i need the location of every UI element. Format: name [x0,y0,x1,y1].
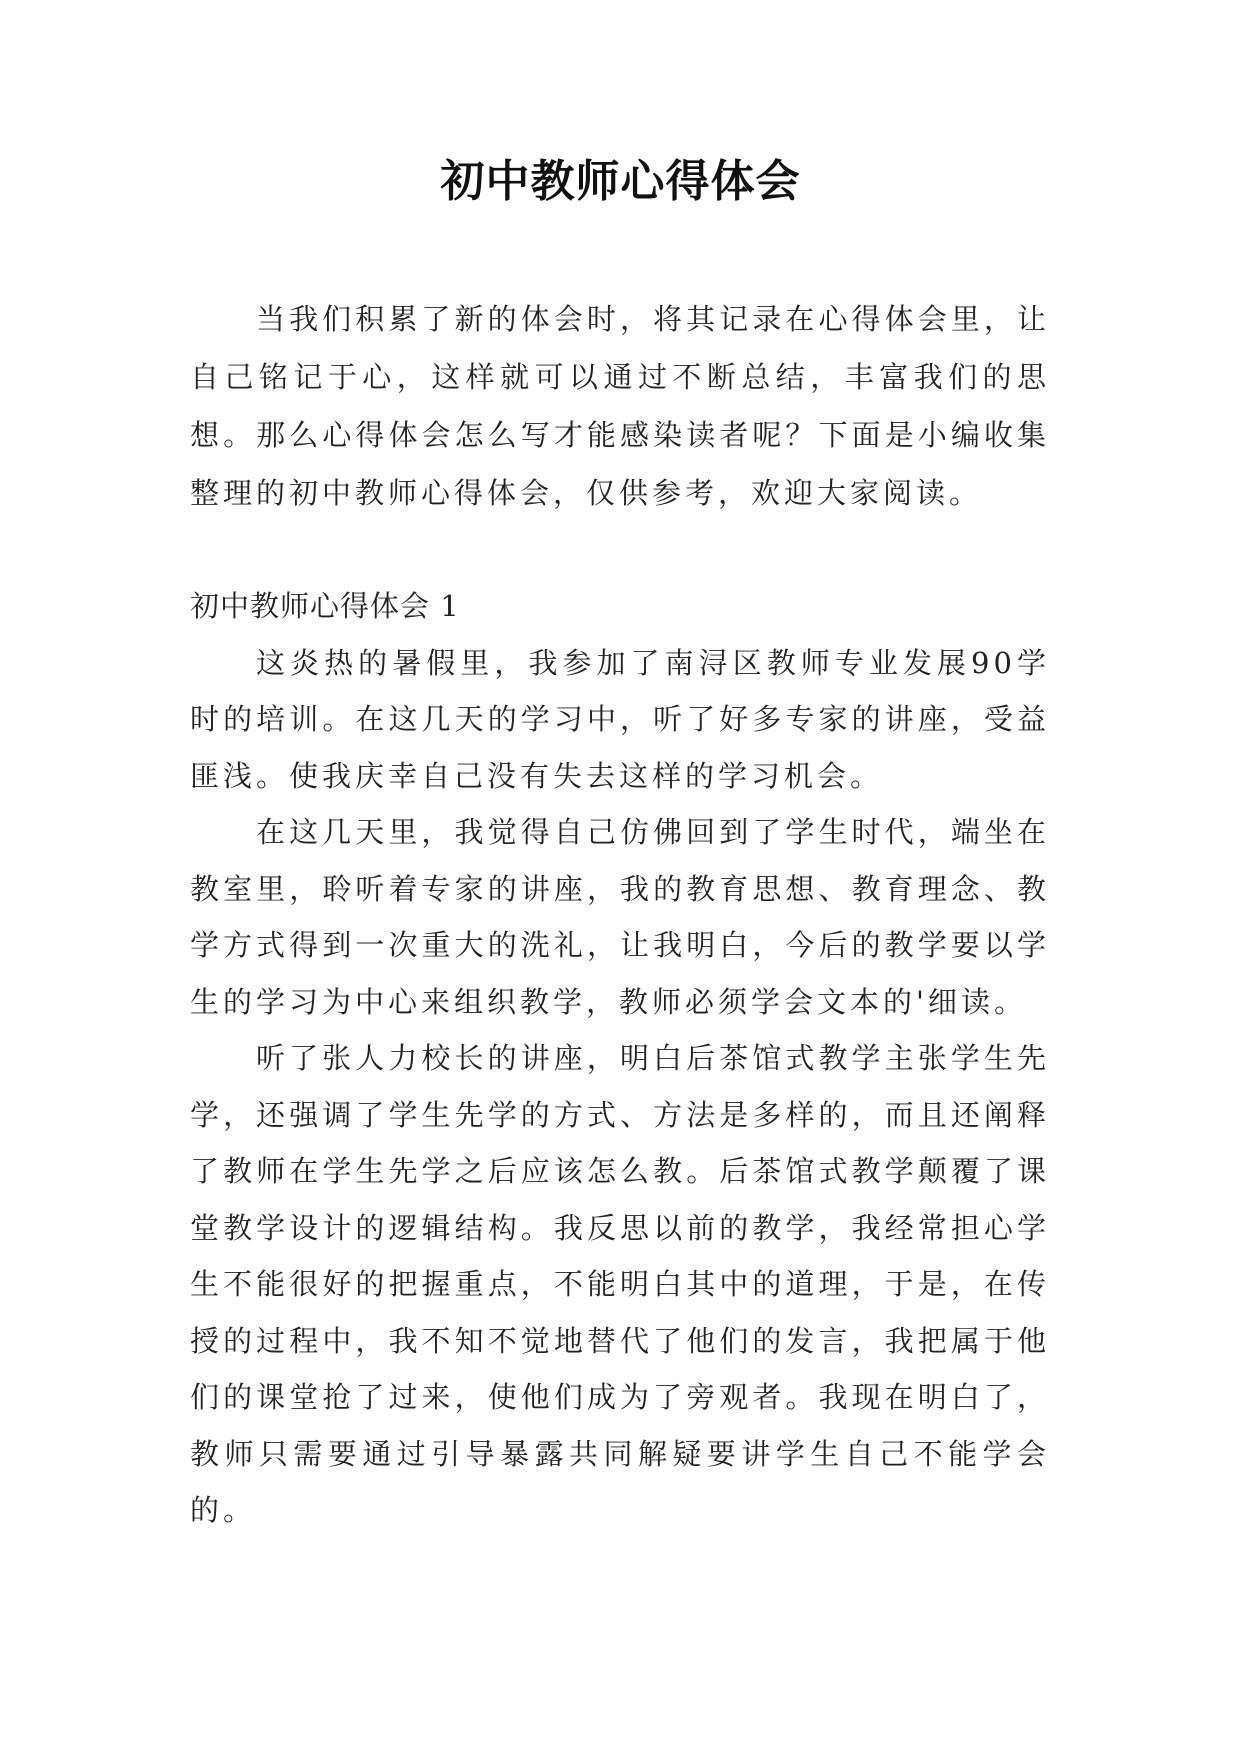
section-heading: 初中教师心得体会 1 [190,589,460,623]
paragraph: 听了张人力校长的讲座，明白后茶馆式教学主张学生先学，还强调了学生先学的方式、方法是多样的，而且还阐释了教师在学生先学之后应该怎么教。后茶馆式教学颠覆了课堂教学设计的逻辑结构。我反思以前的教学，我经常担心学生不能很好的把握重点，不能明白其中的道理，于是，在传授的过程中，我不知不觉地替代了他们的发言，我把属于他们的课堂抢了过来，使他们成为了旁观者。我现在明白了，教师只需要通过引导暴露共同解疑要讲学生自己不能学会的。 [190,1041,1050,1527]
intro-paragraph: 当我们积累了新的体会时，将其记录在心得体会里，让自己铭记于心，这样就可以通过不断总结，丰富我们的思想。那么心得体会怎么写才能感染读者呢？下面是小编收集整理的初中教师心得体会，仅供参考，欢迎大家阅读。 [190,302,1050,510]
paragraph: 在这几天里，我觉得自己仿佛回到了学生时代，端坐在教室里，聆听着专家的讲座，我的教育思想、教育理念、教学方式得到一次重大的洗礼，让我明白，今后的教学要以学生的学习为中心来组织教学，教师必须学会文本的'细读。 [190,815,1050,1019]
document-title: 初中教师心得体会 [440,156,801,207]
paragraph: 这炎热的暑假里，我参加了南浔区教师专业发展90学时的培训。在这几天的学习中，听了好多专家的讲座，受益匪浅。使我庆幸自己没有失去这样的学习机会。 [190,645,1050,793]
section-1 [190,578,1050,1539]
